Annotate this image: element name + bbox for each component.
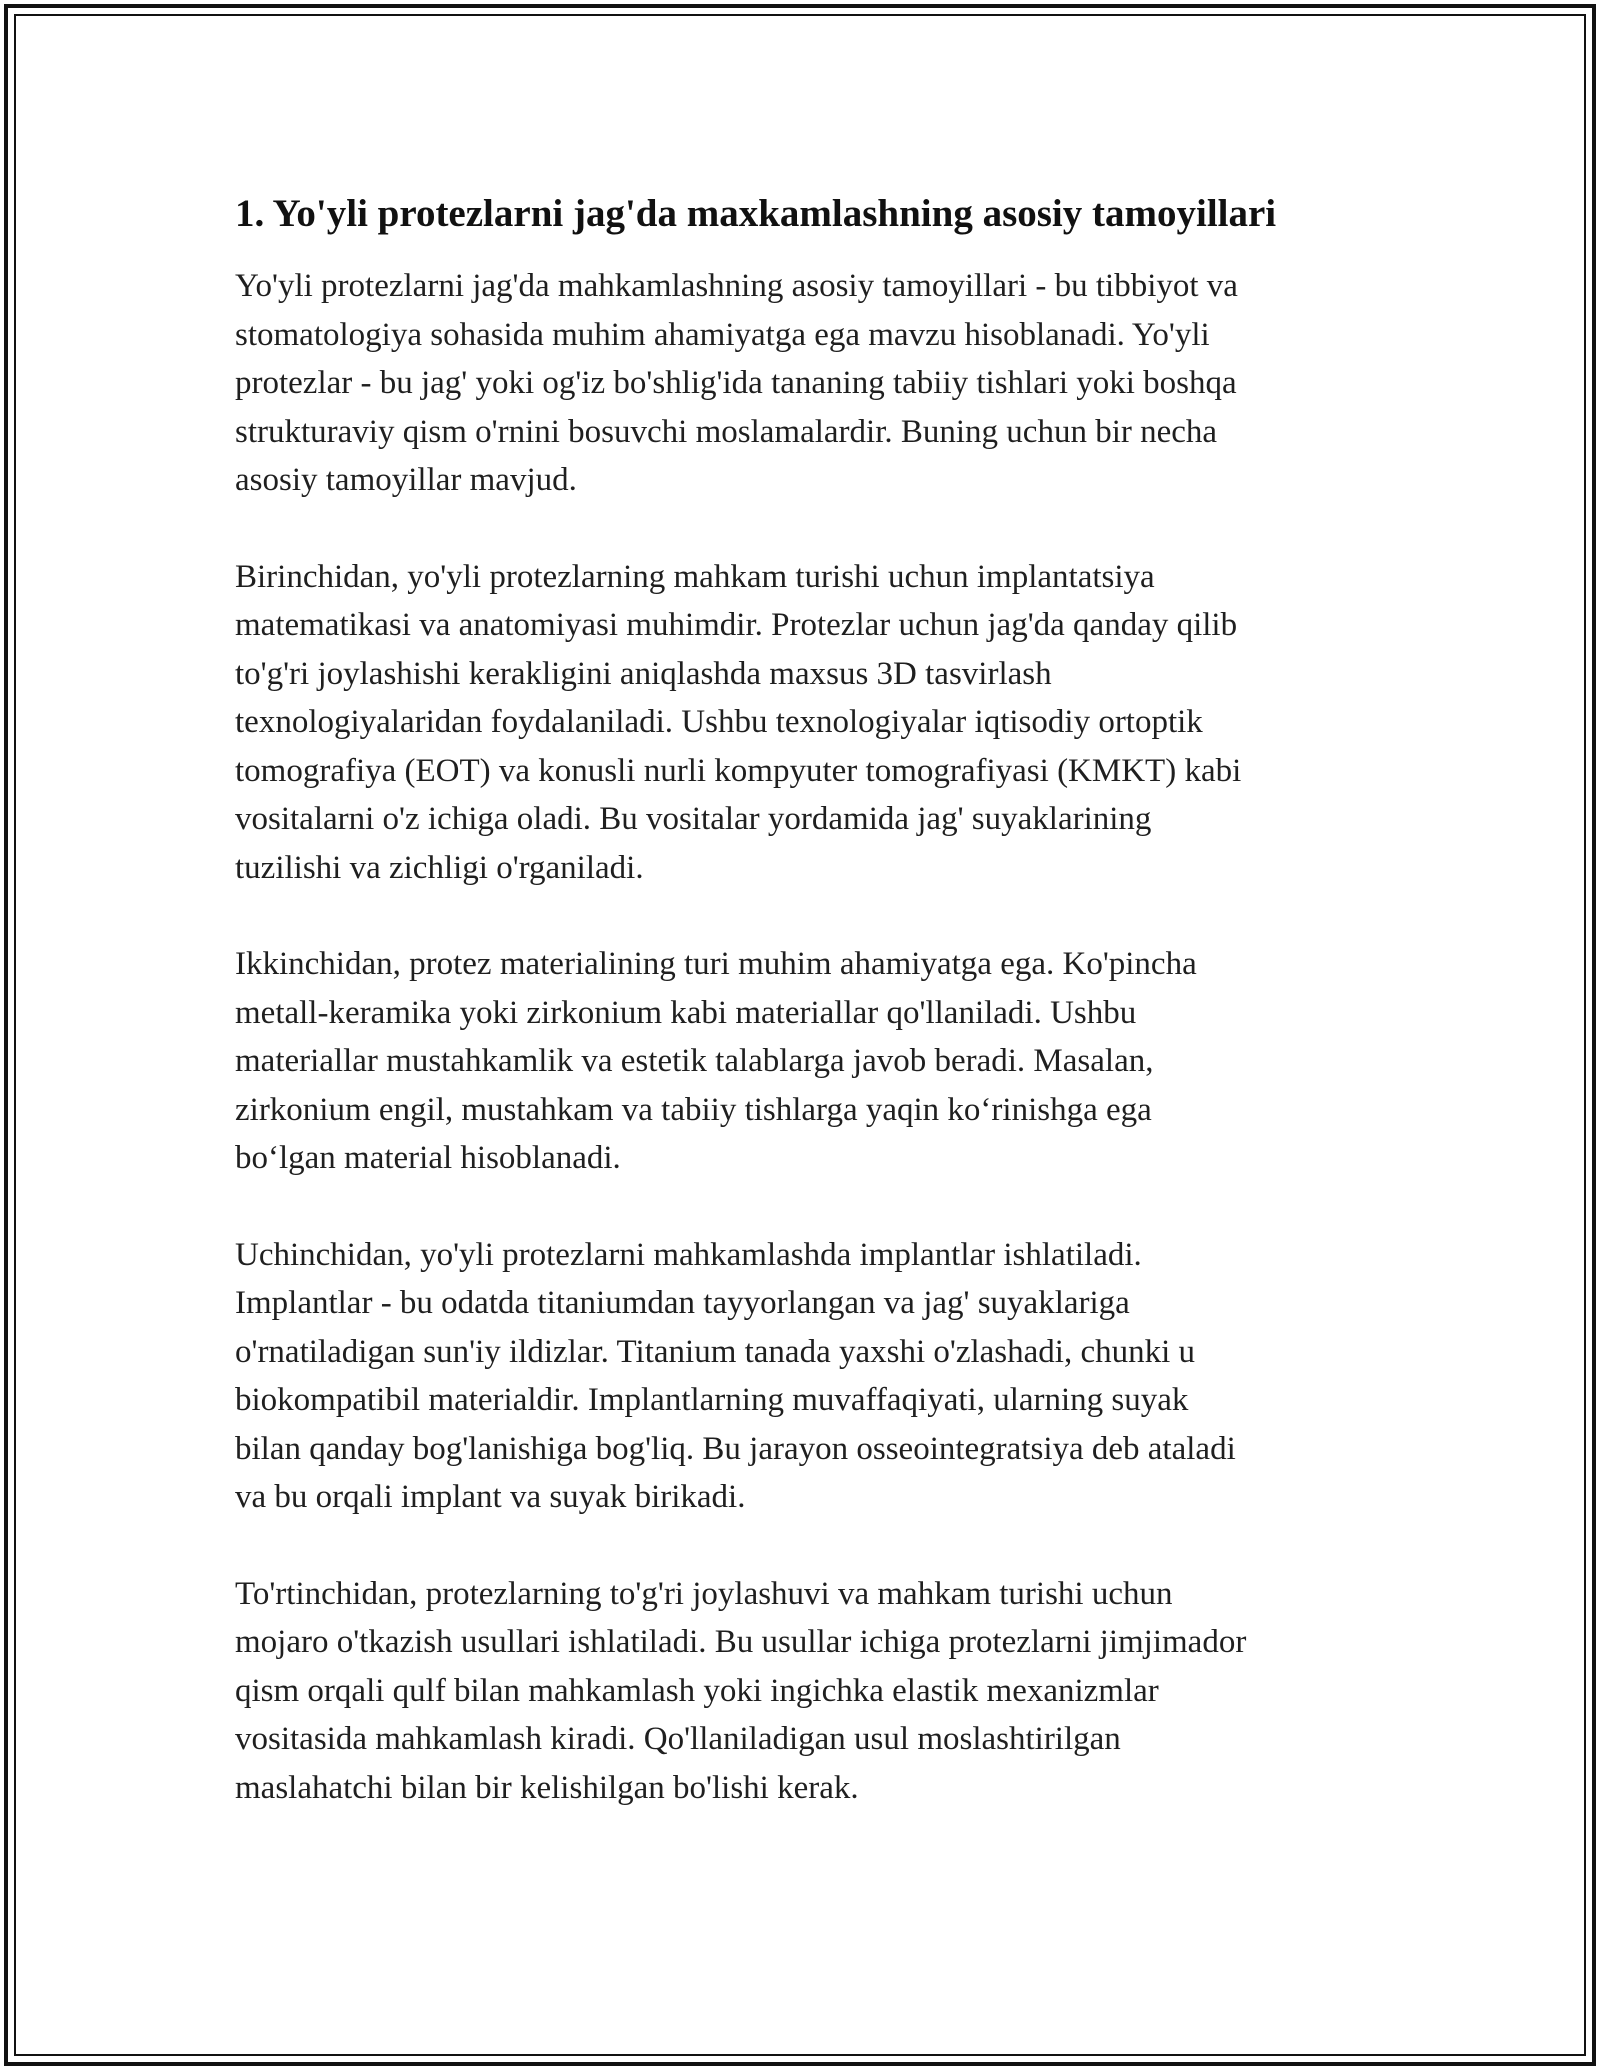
paragraph-intro bbox=[235, 262, 1365, 505]
paragraph-line: asosiy tamoyillar mavjud. bbox=[235, 462, 577, 498]
paragraph-line: Uchinchidan, yo'yli protezlarni mahkamlashda implantlar ishlatiladi. bbox=[235, 1236, 1142, 1273]
paragraph-line: biokompatibil materialdir. Implantlarning muvaffaqiyati, ularning suyak bbox=[235, 1382, 1189, 1418]
paragraph-line: va bu orqali implant va suyak birikadi. bbox=[235, 1479, 746, 1515]
paragraph-line: o'rnatiladigan sun'iy ildizlar. Titanium tanada yaxshi o'zlashadi, chunki u bbox=[235, 1333, 1196, 1370]
paragraph-third-principle bbox=[235, 1231, 1365, 1522]
paragraph-line: zirkonium engil, mustahkam va tabiiy tishlarga yaqin ko‘rinishga ega bbox=[235, 1091, 1152, 1128]
paragraph-first-principle bbox=[235, 553, 1365, 893]
paragraph-line: Implantlar - bu odatda titaniumdan tayyorlangan va jag' suyaklariga bbox=[235, 1285, 1130, 1321]
paragraph-line: strukturaviy qism o'rnini bosuvchi moslamalardir. Buning uchun bir necha bbox=[235, 413, 1218, 450]
paragraph-line: Yo'yli protezlarni jag'da mahkamlashning asosiy tamoyillari - bu tibbiyot va bbox=[235, 268, 1238, 304]
paragraph-line: bilan qanday bog'lanishiga bog'liq. Bu jarayon osseointegratsiya deb ataladi bbox=[235, 1430, 1236, 1467]
paragraph-line: mojaro o'tkazish usullari ishlatiladi. Bu usullar ichiga protezlarni jimjimador bbox=[235, 1624, 1247, 1660]
paragraph-line: matematikasi va anatomiyasi muhimdir. Protezlar uchun jag'da qanday qilib bbox=[235, 607, 1238, 643]
paragraph-line: stomatologiya sohasida muhim ahamiyatga ega mavzu hisoblanadi. Yo'yli bbox=[235, 316, 1210, 353]
paragraph-line: tuzilishi va zichligi o'rganiladi. bbox=[235, 849, 644, 886]
paragraph-second-principle bbox=[235, 940, 1365, 1183]
paragraph-line: tomografiya (EOT) va konusli nurli kompyuter tomografiyasi (KMKT) kabi bbox=[235, 752, 1242, 789]
page-title: 1. Yo'yli protezlarni jag'da maxkamlashning asosiy tamoyillari bbox=[235, 192, 1277, 235]
paragraph-line: to'g'ri joylashishi kerakligini aniqlashda maxsus 3D tasvirlash bbox=[235, 655, 1052, 692]
paragraph-line: protezlar - bu jag' yoki og'iz bo'shlig'ida tananing tabiiy tishlari yoki boshqa bbox=[235, 365, 1237, 401]
paragraph-line: bo‘lgan material hisoblanadi. bbox=[235, 1140, 621, 1176]
document-body bbox=[235, 262, 1365, 1812]
paragraph-line: vositalarni o'z ichiga oladi. Bu vositalar yordamida jag' suyaklarining bbox=[235, 801, 1152, 837]
paragraph-line: metall-keramika yoki zirkonium kabi materiallar qo'llaniladi. Ushbu bbox=[235, 994, 1137, 1031]
paragraph-line: Birinchidan, yo'yli protezlarning mahkam turishi uchun implantatsiya bbox=[235, 558, 1155, 595]
paragraph-line: To'rtinchidan, protezlarning to'g'ri joylashuvi va mahkam turishi uchun bbox=[235, 1575, 1173, 1612]
paragraph-line: Ikkinchidan, protez materialining turi muhim ahamiyatga ega. Ko'pincha bbox=[235, 946, 1197, 982]
paragraph-line: texnologiyalaridan foydalaniladi. Ushbu texnologiyalar iqtisodiy ortoptik bbox=[235, 704, 1203, 740]
paragraph-line: materiallar mustahkamlik va estetik talablarga javob beradi. Masalan, bbox=[235, 1043, 1154, 1079]
paragraph-line: maslahatchi bilan bir kelishilgan bo'lishi kerak. bbox=[235, 1769, 859, 1806]
paragraph-line: vositasida mahkamlash kiradi. Qo'llaniladigan usul moslashtirilgan bbox=[235, 1721, 1121, 1757]
paragraph-fourth-principle bbox=[235, 1570, 1365, 1813]
paragraph-line: qism orqali qulf bilan mahkamlash yoki ingichka elastik mexanizmlar bbox=[235, 1672, 1159, 1709]
document-page bbox=[235, 186, 1365, 1812]
